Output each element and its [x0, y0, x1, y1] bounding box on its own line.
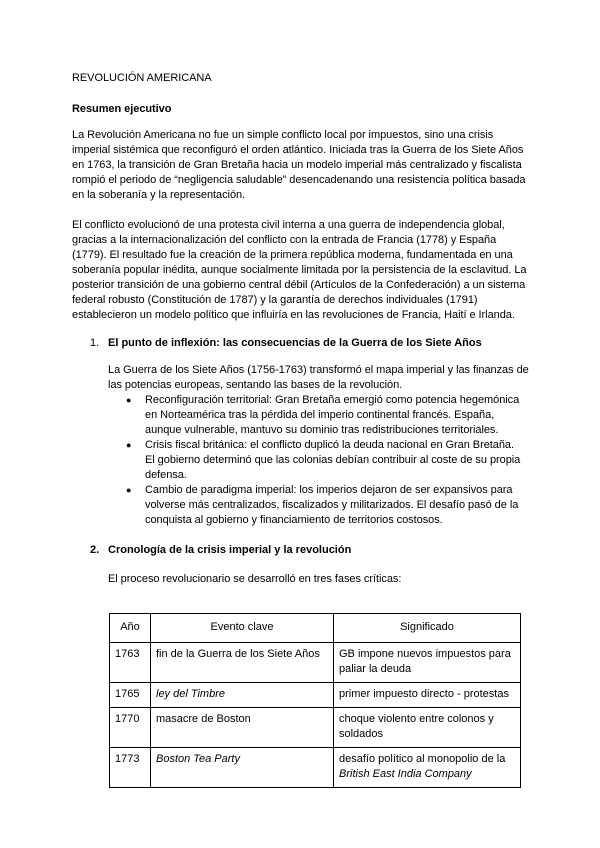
- table-cell-meaning: GB impone nuevos impuestos para paliar la deuda: [334, 643, 521, 683]
- bullet-icon: ●: [126, 485, 132, 495]
- section-1-number: 1.: [90, 337, 100, 349]
- table-cell-meaning-company: British East India Company: [339, 768, 472, 780]
- table-cell-meaning: [334, 748, 521, 788]
- table-cell-event: fin de la Guerra de los Siete Años: [151, 643, 334, 683]
- section-1-bullet-list: [126, 393, 526, 528]
- list-item: [126, 483, 526, 528]
- table-row: [110, 748, 521, 788]
- document-title: REVOLUCIÓN AMERICANA: [72, 72, 212, 84]
- table-cell-year: 1763: [110, 643, 151, 683]
- table-cell-event: Boston Tea Party: [151, 748, 334, 788]
- section-1-title: El punto de inflexión: las consecuencias de la Guerra de los Siete Años: [108, 337, 482, 349]
- table-cell-meaning: primer impuesto directo - protestas: [334, 683, 521, 708]
- section-2-title: Cronología de la crisis imperial y la revolución: [108, 544, 352, 556]
- section-1-heading: [90, 336, 540, 351]
- section-2-intro: El proceso revolucionario se desarrolló en tres fases críticas:: [108, 573, 402, 585]
- table-cell-year: 1765: [110, 683, 151, 708]
- list-item-text: Reconfiguración territorial: Gran Bretaña emergió como potencia hegemónica en Norteamérica tras la pérdida del imperio continental francés. España, aunque vulnerable, mantuvo su dominio tras redistribuciones territoriales.: [145, 394, 520, 436]
- bullet-icon: ●: [126, 440, 132, 450]
- section-2-heading: [90, 543, 540, 558]
- table-cell-event: masacre de Boston: [151, 708, 334, 748]
- bullet-icon: ●: [126, 395, 132, 405]
- table-header-row: [110, 614, 521, 643]
- table-cell-meaning-text: desafío político al monopolio de la: [339, 753, 506, 765]
- table-header-year: Año: [110, 614, 151, 643]
- table-row: [110, 683, 521, 708]
- table-cell-event: ley del Timbre: [151, 683, 334, 708]
- table-cell-year: 1773: [110, 748, 151, 788]
- summary-paragraph-1: La Revolución Americana no fue un simple conflicto local por impuestos, sino una crisis imperial sistémica que reconfiguró el orden atlántico. Iniciada tras la Guerra de los Siete Años en 1763, la transición de Gran Bretaña hacia un modelo imperial más centralizado y fiscalista rompió el periodo de “negligencia saludable” desencadenando una resistencia política basada en la soberanía y la representación.: [72, 129, 526, 201]
- table-row: [110, 708, 521, 748]
- summary-paragraph-2: El conflicto evolucionó de una protesta civil interna a una guerra de independencia global, gracias a la internacionalización del conflicto con la entrada de Francia (1778) y España (1779). El resultado fue la creación de la primera república moderna, fundamentada en una soberanía popular inédita, aunque socialmente limitada por la persistencia de la esclavitud. La posterior transición de una gobierno central débil (Artículos de la Confederación) a un sistema federal robusto (Constitución de 1787) y la garantía de derechos individuales (1791) establecieron un modelo político que influiría en las revoluciones de Francia, Haití e Irlanda.: [72, 219, 527, 321]
- list-item-text: Cambio de paradigma imperial: los imperios dejaron de ser expansivos para volverse más centralizados, fiscalizados y militarizados. El desafío pasó de la conquista al gobierno y financiamiento de territorios costosos.: [145, 484, 519, 526]
- summary-heading: Resumen ejecutivo: [72, 103, 172, 115]
- list-item: [126, 438, 526, 483]
- list-item-text: Crisis fiscal británica: el conflicto duplicó la deuda nacional en Gran Bretaña. El gobierno determinó que las colonias debían contribuir al coste de su propia defensa.: [145, 439, 521, 481]
- table-cell-meaning: choque violento entre colonos y soldados: [334, 708, 521, 748]
- section-2-number: 2.: [90, 544, 100, 556]
- table-row: [110, 643, 521, 683]
- chronology-table: [109, 613, 521, 788]
- table-header-meaning: Significado: [334, 614, 521, 643]
- table-cell-year: 1770: [110, 708, 151, 748]
- list-item: [126, 393, 526, 438]
- table-header-event: Evento clave: [151, 614, 334, 643]
- section-1-intro: La Guerra de los Siete Años (1756-1763) transformó el mapa imperial y las finanzas de las potencias europeas, sentando las bases de la revolución.: [108, 364, 529, 391]
